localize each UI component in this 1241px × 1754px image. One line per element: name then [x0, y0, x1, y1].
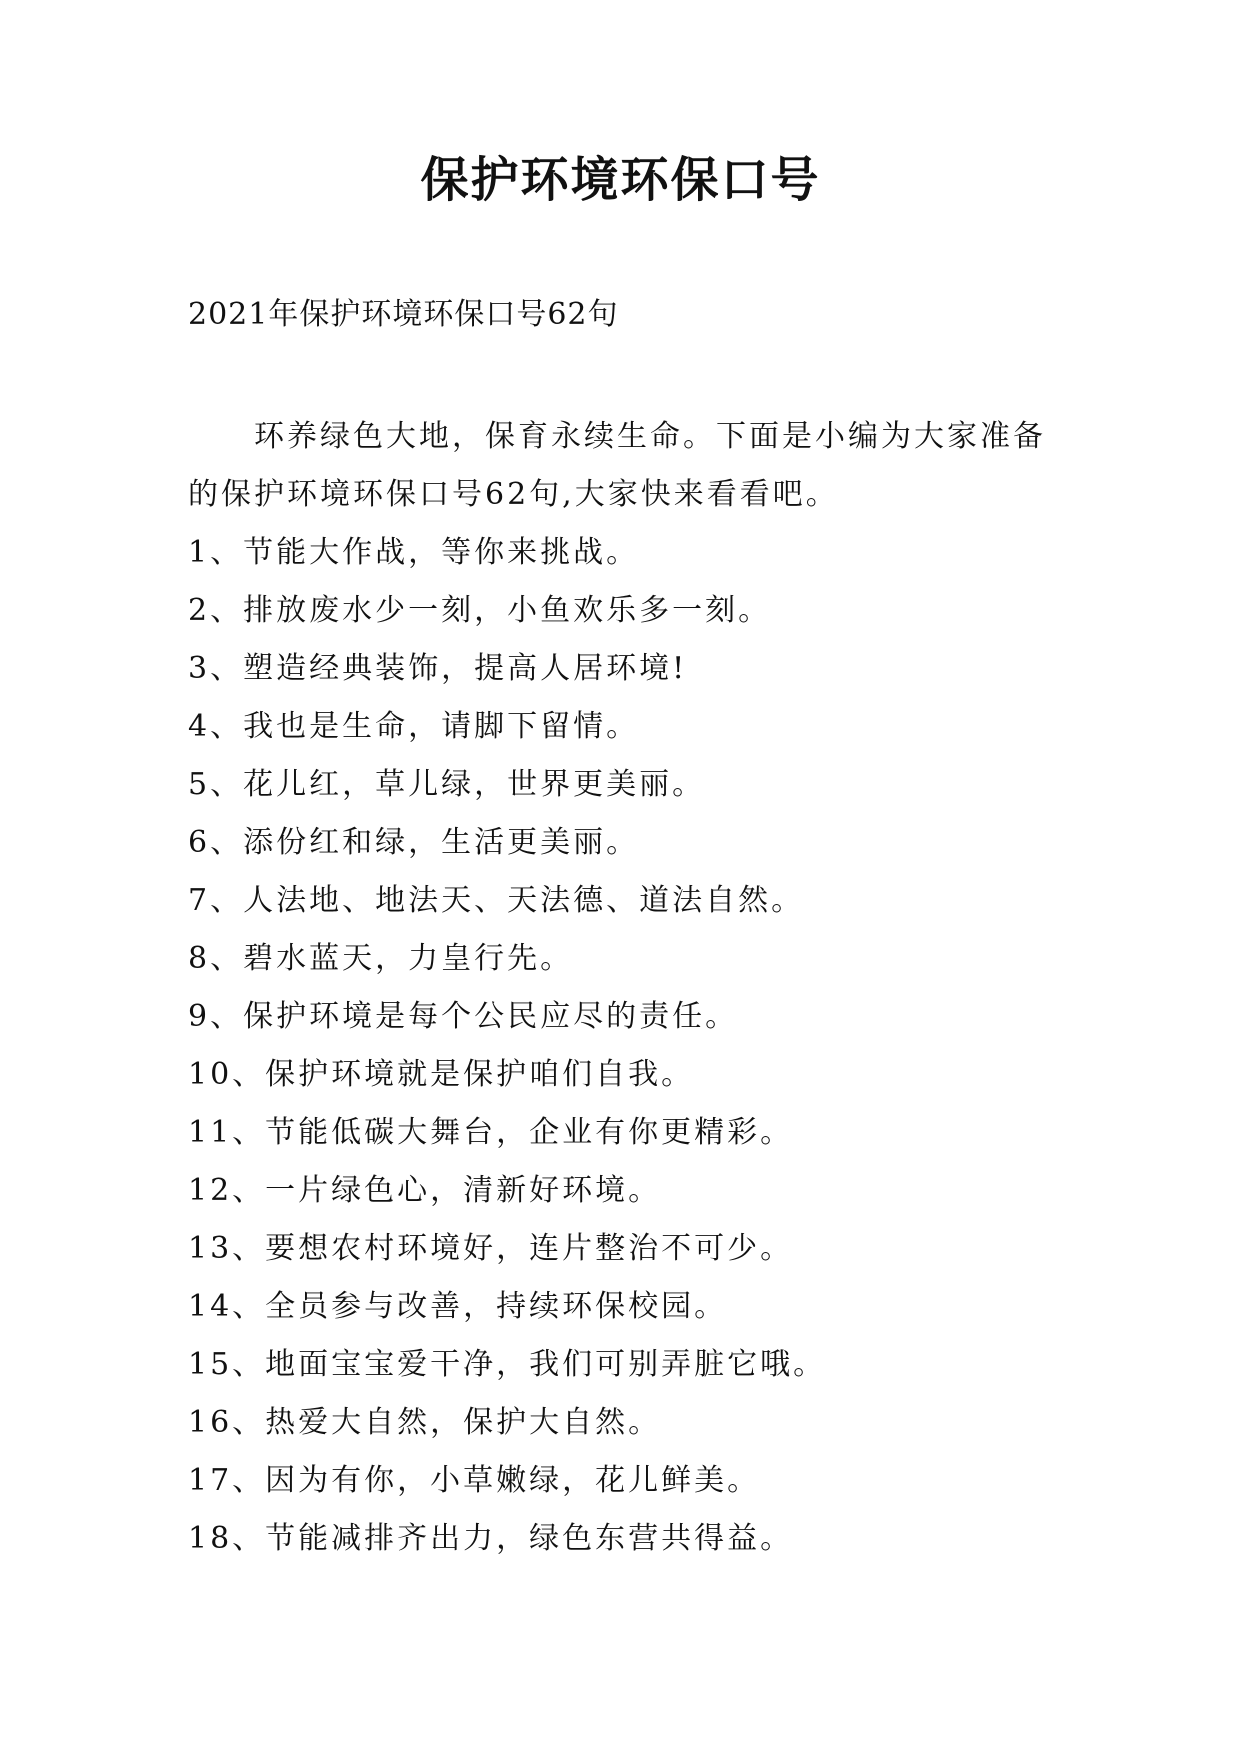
- slogan-item: 17、因为有你，小草嫩绿，花儿鲜美。: [188, 1463, 761, 1498]
- slogan-item: 15、地面宝宝爱干净，我们可别弄脏它哦。: [188, 1347, 827, 1382]
- slogan-item: 16、热爱大自然，保护大自然。: [188, 1405, 662, 1440]
- slogan-item: 2、排放废水少一刻，小鱼欢乐多一刻。: [188, 593, 772, 628]
- slogan-item: 7、人法地、地法天、天法德、道法自然。: [188, 883, 805, 918]
- slogan-item: 13、要想农村环境好，连片整治不可少。: [188, 1231, 794, 1266]
- slogan-item: 14、全员参与改善，持续环保校园。: [188, 1289, 728, 1324]
- slogan-item: 9、保护环境是每个公民应尽的责任。: [188, 999, 739, 1034]
- slogan-item: 8、碧水蓝天，力皇行先。: [188, 941, 574, 976]
- slogan-item: 11、节能低碳大舞台，企业有你更精彩。: [188, 1115, 794, 1150]
- document-subtitle: 2021年保护环境环保口号62句: [188, 297, 619, 332]
- slogan-item: 4、我也是生命，请脚下留情。: [188, 709, 640, 744]
- slogan-item: 3、塑造经典装饰，提高人居环境!: [188, 651, 688, 686]
- slogan-item: 5、花儿红，草儿绿，世界更美丽。: [188, 767, 706, 802]
- slogan-item: 18、节能减排齐出力，绿色东营共得益。: [188, 1521, 794, 1556]
- slogan-list: [188, 524, 1058, 1568]
- intro-paragraph: 环养绿色大地，保育永续生命。下面是小编为大家准备的保护环境环保口号62句,大家快来看看吧。: [188, 419, 1046, 512]
- slogan-item: 10、保护环境就是保护咱们自我。: [188, 1057, 695, 1092]
- page-title: 保护环境环保口号: [420, 152, 821, 208]
- slogan-item: 12、一片绿色心，清新好环境。: [188, 1173, 662, 1208]
- slogan-item: 6、添份红和绿，生活更美丽。: [188, 825, 640, 860]
- document-body: [188, 408, 1058, 1568]
- slogan-item: 1、节能大作战，等你来挑战。: [188, 535, 640, 570]
